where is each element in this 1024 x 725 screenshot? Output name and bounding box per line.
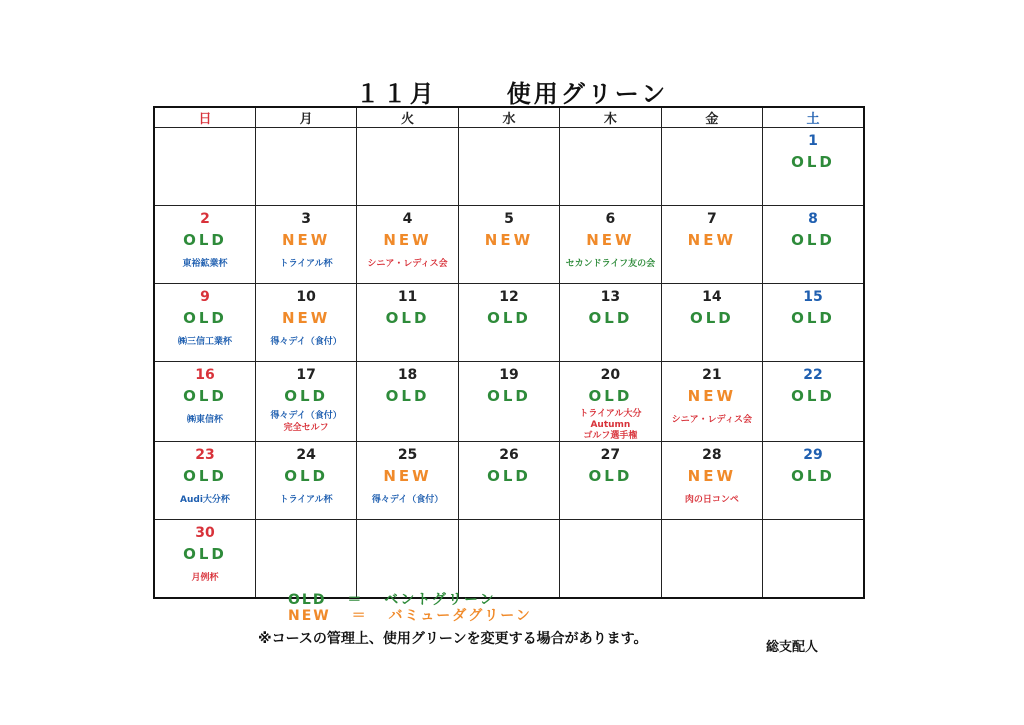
note-text: ※コースの管理上、使用グリーンを変更する場合があります。 [258, 631, 648, 647]
day-number: 5 [504, 211, 514, 227]
day-number: 6 [605, 211, 616, 227]
green-type: NEW [687, 387, 736, 405]
day-number: 9 [200, 289, 210, 305]
empty-day-cell [763, 520, 864, 599]
title-month: １１月 [355, 80, 437, 108]
green-type: OLD [791, 153, 835, 171]
event-label-line: トライアル大分 [579, 409, 642, 419]
day-number: 22 [803, 367, 823, 383]
week-row [154, 206, 864, 284]
legend-new [288, 605, 532, 625]
day-number: 13 [600, 289, 621, 305]
green-type: NEW [484, 231, 534, 249]
day-number: 15 [803, 289, 823, 305]
day-number: 16 [195, 367, 215, 383]
event-label: シニア・レディス会 [671, 415, 752, 425]
day-number: 4 [402, 211, 413, 227]
green-type: OLD [385, 309, 430, 327]
event-label: 得々デイ（食付） [270, 411, 342, 421]
event-label: 東裕鉱業杯 [182, 259, 228, 269]
weekday-header: 日 [154, 107, 255, 128]
empty-day-cell [458, 128, 559, 206]
day-number: 7 [706, 211, 717, 227]
day-cell [560, 362, 661, 442]
day-number: 29 [803, 447, 823, 463]
day-cell [154, 362, 255, 442]
weekday-header: 火 [357, 107, 458, 128]
empty-day-cell [255, 128, 356, 206]
empty-day-cell [154, 128, 255, 206]
legend-old-key: OLD [288, 592, 327, 608]
day-cell [661, 442, 762, 520]
week-row [154, 442, 864, 520]
day-cell [458, 284, 559, 362]
event-label: トライアル杯 [279, 495, 333, 505]
day-cell [357, 284, 458, 362]
event-label-secondary: 完全セルフ [283, 423, 329, 433]
empty-day-cell [458, 520, 559, 599]
green-type: OLD [588, 309, 633, 327]
day-cell [763, 284, 864, 362]
green-type: OLD [791, 309, 835, 327]
empty-day-cell [661, 128, 762, 206]
weekday-header: 水 [458, 107, 559, 128]
legend-new-key: NEW [288, 608, 331, 624]
green-type: OLD [791, 231, 835, 249]
event-label: ㈱東信杯 [186, 415, 223, 425]
day-number: 3 [301, 211, 311, 227]
green-type: OLD [284, 467, 329, 485]
day-cell [357, 442, 458, 520]
week-row [154, 362, 864, 442]
day-cell [661, 362, 762, 442]
green-type: OLD [284, 387, 329, 405]
green-type: NEW [281, 309, 331, 327]
green-type: NEW [586, 231, 635, 249]
green-type: OLD [487, 387, 531, 405]
day-number: 8 [808, 211, 818, 227]
weekday-header: 木 [560, 107, 661, 128]
green-type: OLD [791, 467, 835, 485]
green-type: NEW [687, 231, 736, 249]
green-type: NEW [281, 231, 331, 249]
day-number: 23 [195, 447, 215, 463]
day-number: 19 [499, 367, 519, 383]
day-number: 28 [702, 447, 722, 463]
green-type: OLD [183, 545, 227, 563]
empty-day-cell [255, 520, 356, 599]
week-row [154, 284, 864, 362]
day-number: 11 [397, 289, 418, 305]
green-type: OLD [385, 387, 430, 405]
empty-day-cell [560, 128, 661, 206]
day-cell [154, 206, 255, 284]
day-number: 21 [702, 367, 722, 383]
green-type: OLD [791, 387, 835, 405]
green-type: OLD [588, 467, 633, 485]
event-label: トライアル杯 [279, 259, 333, 269]
empty-day-cell [357, 128, 458, 206]
green-type: OLD [183, 467, 227, 485]
day-number: 2 [200, 211, 210, 227]
day-cell [560, 442, 661, 520]
calendar-body [154, 128, 864, 599]
day-number: 10 [296, 289, 316, 305]
event-label: 肉の日コンペ [684, 495, 739, 505]
day-number: 1 [808, 133, 818, 149]
day-number: 14 [702, 289, 722, 305]
day-number: 26 [499, 447, 519, 463]
day-cell [255, 284, 356, 362]
green-type: OLD [183, 231, 227, 249]
event-label: 得々デイ（食付） [371, 495, 444, 505]
day-cell [763, 442, 864, 520]
day-cell [154, 284, 255, 362]
legend-new-eq: ＝ [351, 608, 368, 624]
day-cell [763, 128, 864, 206]
weekday-header: 月 [255, 107, 356, 128]
event-label: 月例杯 [191, 573, 219, 583]
day-cell [154, 520, 255, 599]
green-type: OLD [689, 309, 734, 327]
green-type: NEW [383, 231, 432, 249]
day-number: 18 [397, 367, 418, 383]
day-number: 25 [397, 447, 418, 463]
day-cell [357, 206, 458, 284]
weekday-header: 土 [763, 107, 864, 128]
event-label: シニア・レディス会 [367, 259, 448, 269]
day-cell [560, 284, 661, 362]
day-cell [458, 206, 559, 284]
green-type: NEW [687, 467, 736, 485]
legend-old-value: ベントグリーン [384, 592, 496, 608]
calendar-table [153, 106, 865, 599]
title-text: 使用グリーン [506, 80, 669, 108]
day-cell [357, 362, 458, 442]
legend-old-eq: ＝ [347, 592, 364, 608]
day-number: 24 [296, 447, 316, 463]
day-cell [458, 442, 559, 520]
event-label: ㈱三信工業杯 [177, 337, 232, 347]
weekday-header-row [154, 107, 864, 128]
green-type: OLD [487, 309, 531, 327]
day-cell [763, 362, 864, 442]
empty-day-cell [661, 520, 762, 599]
green-type: OLD [588, 387, 633, 405]
legend-new-value: バミューダグリーン [388, 608, 532, 624]
day-cell [661, 284, 762, 362]
day-number: 17 [296, 367, 316, 383]
empty-day-cell [357, 520, 458, 599]
green-type: NEW [383, 467, 432, 485]
event-label-line: Autumn [590, 420, 631, 430]
day-cell [458, 362, 559, 442]
page-title [0, 74, 1024, 109]
day-number: 30 [195, 525, 215, 541]
day-cell [255, 206, 356, 284]
day-cell [763, 206, 864, 284]
event-label: Audi大分杯 [180, 495, 230, 505]
green-type: OLD [487, 467, 531, 485]
green-type: OLD [183, 309, 227, 327]
week-row [154, 128, 864, 206]
week-row [154, 520, 864, 599]
event-label: セカンドライフ友の会 [565, 259, 656, 269]
event-label-line: ゴルフ選手権 [583, 431, 638, 441]
green-type: OLD [183, 387, 227, 405]
weekday-header: 金 [661, 107, 762, 128]
day-number: 27 [600, 447, 621, 463]
empty-day-cell [560, 520, 661, 599]
event-label: 得々デイ（食付） [270, 337, 342, 347]
day-cell [255, 442, 356, 520]
day-cell [560, 206, 661, 284]
day-cell [154, 442, 255, 520]
day-number: 12 [499, 289, 519, 305]
day-cell [661, 206, 762, 284]
day-number: 20 [600, 367, 621, 383]
signature: 総支配人 [766, 640, 819, 655]
day-cell [255, 362, 356, 442]
